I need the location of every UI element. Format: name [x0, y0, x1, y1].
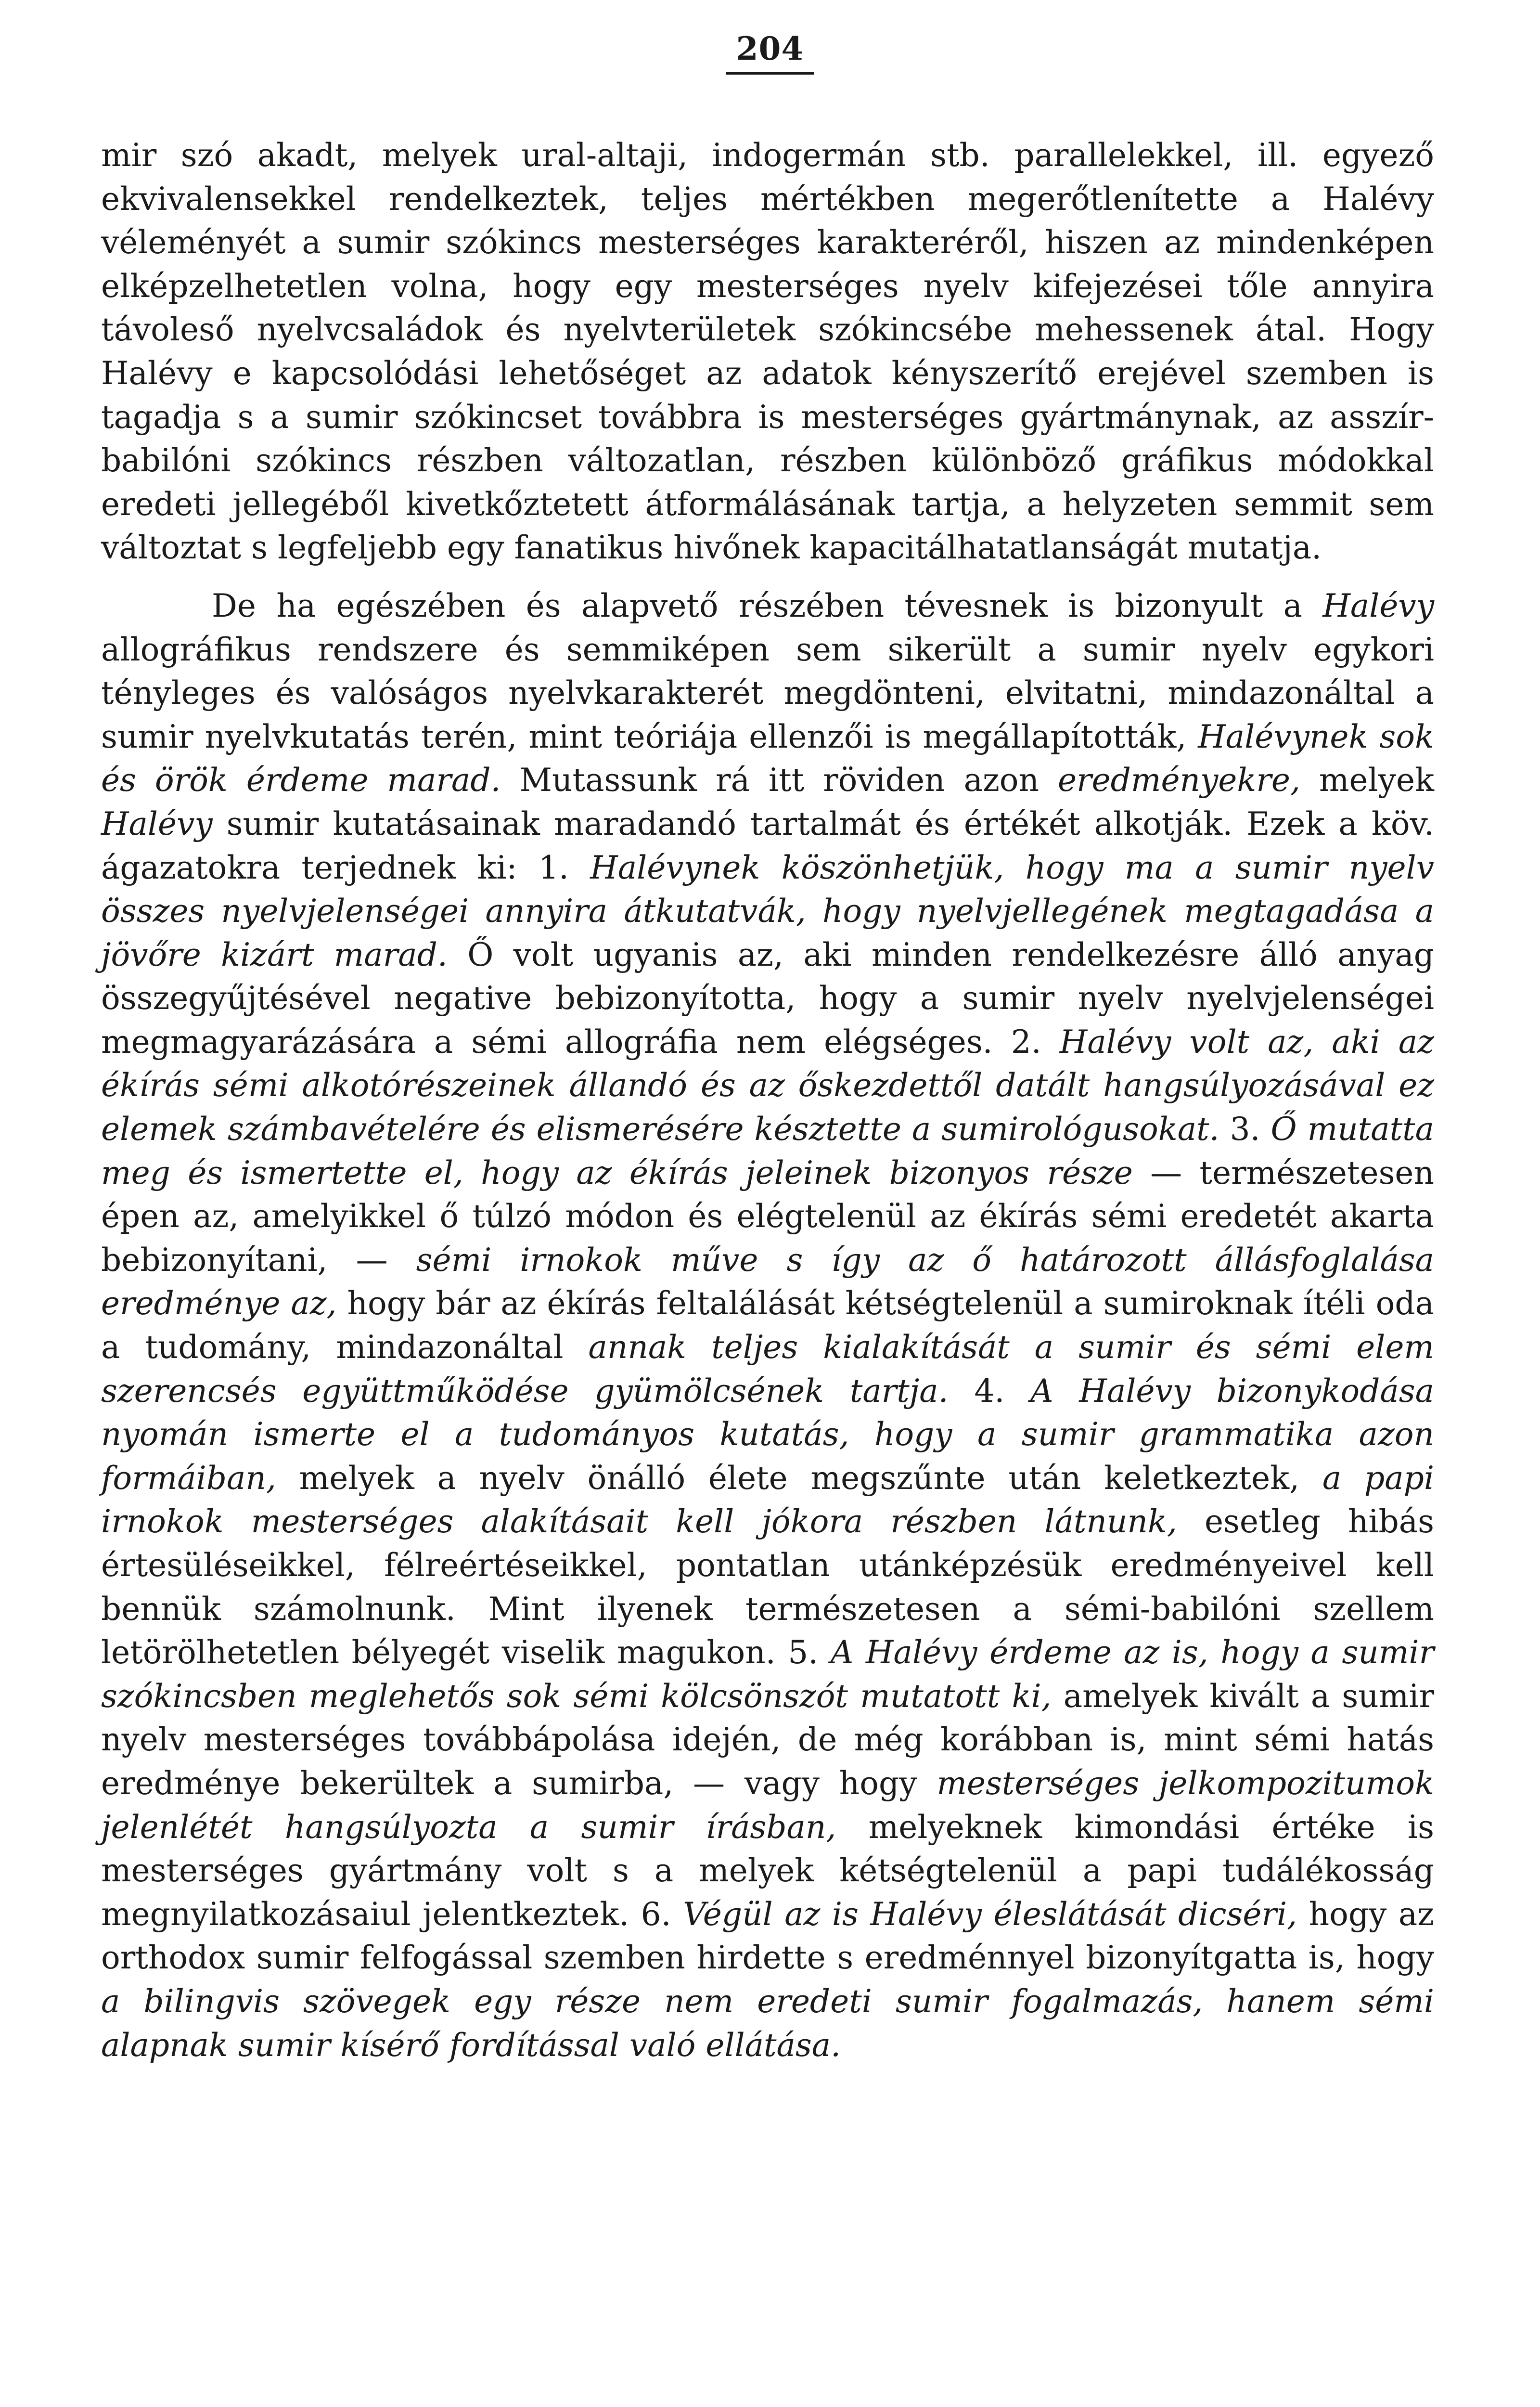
italic-run: Végül az is Halévy éleslátását dicséri,	[683, 1895, 1297, 1933]
text-run: Mutassunk rá itt röviden azon	[500, 762, 1058, 799]
text-run: Ő volt ugyanis az, aki minden rendelkezésre álló anyag összegyűjtésével negative bebizonyította, hogy a sumir nyelv nyelvjelenségei megmagyarázására a sémi allográfia nem elégséges. 2.	[101, 936, 1434, 1061]
italic-run: a papi irnokok mesterséges alakításait kell jókora részben látnunk,	[101, 1459, 1434, 1540]
text-run: allográfikus rendszere és semmiképen sem sikerült a sumir nyelv egykori tényleges és valóságos nyelvkarakterét megdönteni, elvitatni, mindazonáltal a sumir nyelvkutatás terén, mint teóriája ellenzői is megállapították,	[101, 631, 1434, 755]
text-run: hogy bár az ékírás feltalálását kétségtelenül a sumiroknak ítéli oda a tudomány, mindazonáltal	[101, 1285, 1434, 1366]
italic-run: a bilingvis szövegek egy része nem eredeti sumir fogalmazás, hanem sémi alapnak sumir kísérő fordítással való ellátása.	[101, 1982, 1434, 2064]
text-run: 4.	[948, 1372, 1031, 1410]
italic-run: mesterséges jelkompozitumok jelenlétét hangsúlyozta a sumir írásban,	[101, 1764, 1434, 1846]
italic-run: Halévynek sok és örök érdeme marad.	[101, 718, 1434, 799]
page-number: 204	[736, 30, 804, 67]
text-run: sumir kutatásainak maradandó tartalmát és értékét alkotják. Ezek a köv. ágazatokra terjednek ki: 1.	[101, 805, 1434, 886]
italic-run: Halévy	[101, 805, 213, 842]
italic-run: A Halévy érdeme az is, hogy a sumir szókincsben meglehetős sok sémi kölcsönszót mutatott ki,	[101, 1634, 1435, 1715]
italic-run: Halévy	[1322, 587, 1434, 624]
text-run: esetleg hibás értesüléseikkel, félreértéseikkel, pontatlan utánképzésük eredményeivel kell bennük számolnunk. Mint ilyenek természetesen a sémi-babilóni szellem letörölhetetlen bélyegét viselik magukon. 5.	[101, 1503, 1435, 1671]
italic-run: A Halévy bizonykodása nyomán ismerte el a tudományos kutatás, hogy a sumir grammatika azon formáiban,	[101, 1372, 1434, 1497]
text-run: melyek a nyelv önálló élete megszűnte után keletkeztek,	[276, 1459, 1322, 1497]
text-run: amelyek kivált a sumir nyelv mesterséges továbbápolása idején, de még korábban is, mint sémi hatás eredménye bekerültek a sumirba, — vagy hogy	[101, 1677, 1434, 1802]
text-run: hogy az orthodox sumir felfogással szemben hirdette s eredménnyel bizonyítgatta is, hogy	[101, 1895, 1434, 1977]
text-run: melyek	[1300, 762, 1434, 799]
text-run: De ha egészében és alapvető részében tévesnek is bizonyult a	[212, 587, 1323, 624]
body-text	[101, 134, 1434, 2067]
text-run: — természetesen épen az, amelyikkel ő túlzó módon és elégtelenül az ékírás sémi eredetét akarta bebizonyítani, —	[101, 1154, 1434, 1279]
italic-run: eredményekre,	[1057, 762, 1300, 799]
text-run: melyeknek kimondási értéke is mesterséges gyártmány volt s a melyek kétségtelenül a papi tudálékosság megnyilatkozásaiul jelentkeztek. 6.	[101, 1808, 1434, 1933]
italic-run: Ő mutatta meg és ismertette el, hogy az ékírás jeleinek bizonyos része	[101, 1111, 1434, 1191]
italic-run: Halévy volt az, aki az ékírás sémi alkotórészeinek állandó és az őskezdettől datált hangsúlyozásával ez elemek számbavételére és elismerésére késztette a sumirológusokat.	[101, 1023, 1435, 1148]
page-number-underline	[726, 72, 814, 75]
text-run: 3.	[1219, 1111, 1271, 1148]
italic-run: sémi irnokok műve s így az ő határozott állásfoglalása eredménye az,	[101, 1241, 1435, 1322]
italic-run: annak teljes kialakítását a sumir és sémi elem szerencsés együttműködése gyümölcsének tartja.	[101, 1329, 1434, 1410]
paragraph-2	[101, 584, 1434, 2067]
italic-run: Halévynek köszönhetjük, hogy ma a sumir nyelv összes nyelvjelenségei annyira átkutatvák, hogy nyelvjellegének megtagadása a jövőre kizárt marad.	[101, 849, 1434, 973]
text-run: mir szó akadt, melyek ural-altaji, indogermán stb. parallelekkel, ill. egyező ekvivalensekkel rendelkeztek, teljes mértékben megerőtlenítette a Halévy véleményét a sumir szókincs mesterséges karakteréről, hiszen az mindenképen elképzelhetetlen volna, hogy egy mesterséges nyelv kifejezései tőle annyira távoleső nyelvcsaládok és nyelvterületek szókincsébe mehessenek átal. Hogy Halévy e kapcsolódási lehetőséget az adatok kényszerítő erejével szemben is tagadja s a sumir szókincset továbbra is mesterséges gyártmánynak, az asszír-babilóni szókincs részben változatlan, részben különböző gráfikus módokkal eredeti jellegéből kivetkőztetett átformálásának tartja, a helyzeten semmit sem változtat s legfeljebb egy fanatikus hivőnek kapacitálhatatlanságát mutatja.	[101, 137, 1434, 567]
paragraph-1	[101, 134, 1434, 570]
